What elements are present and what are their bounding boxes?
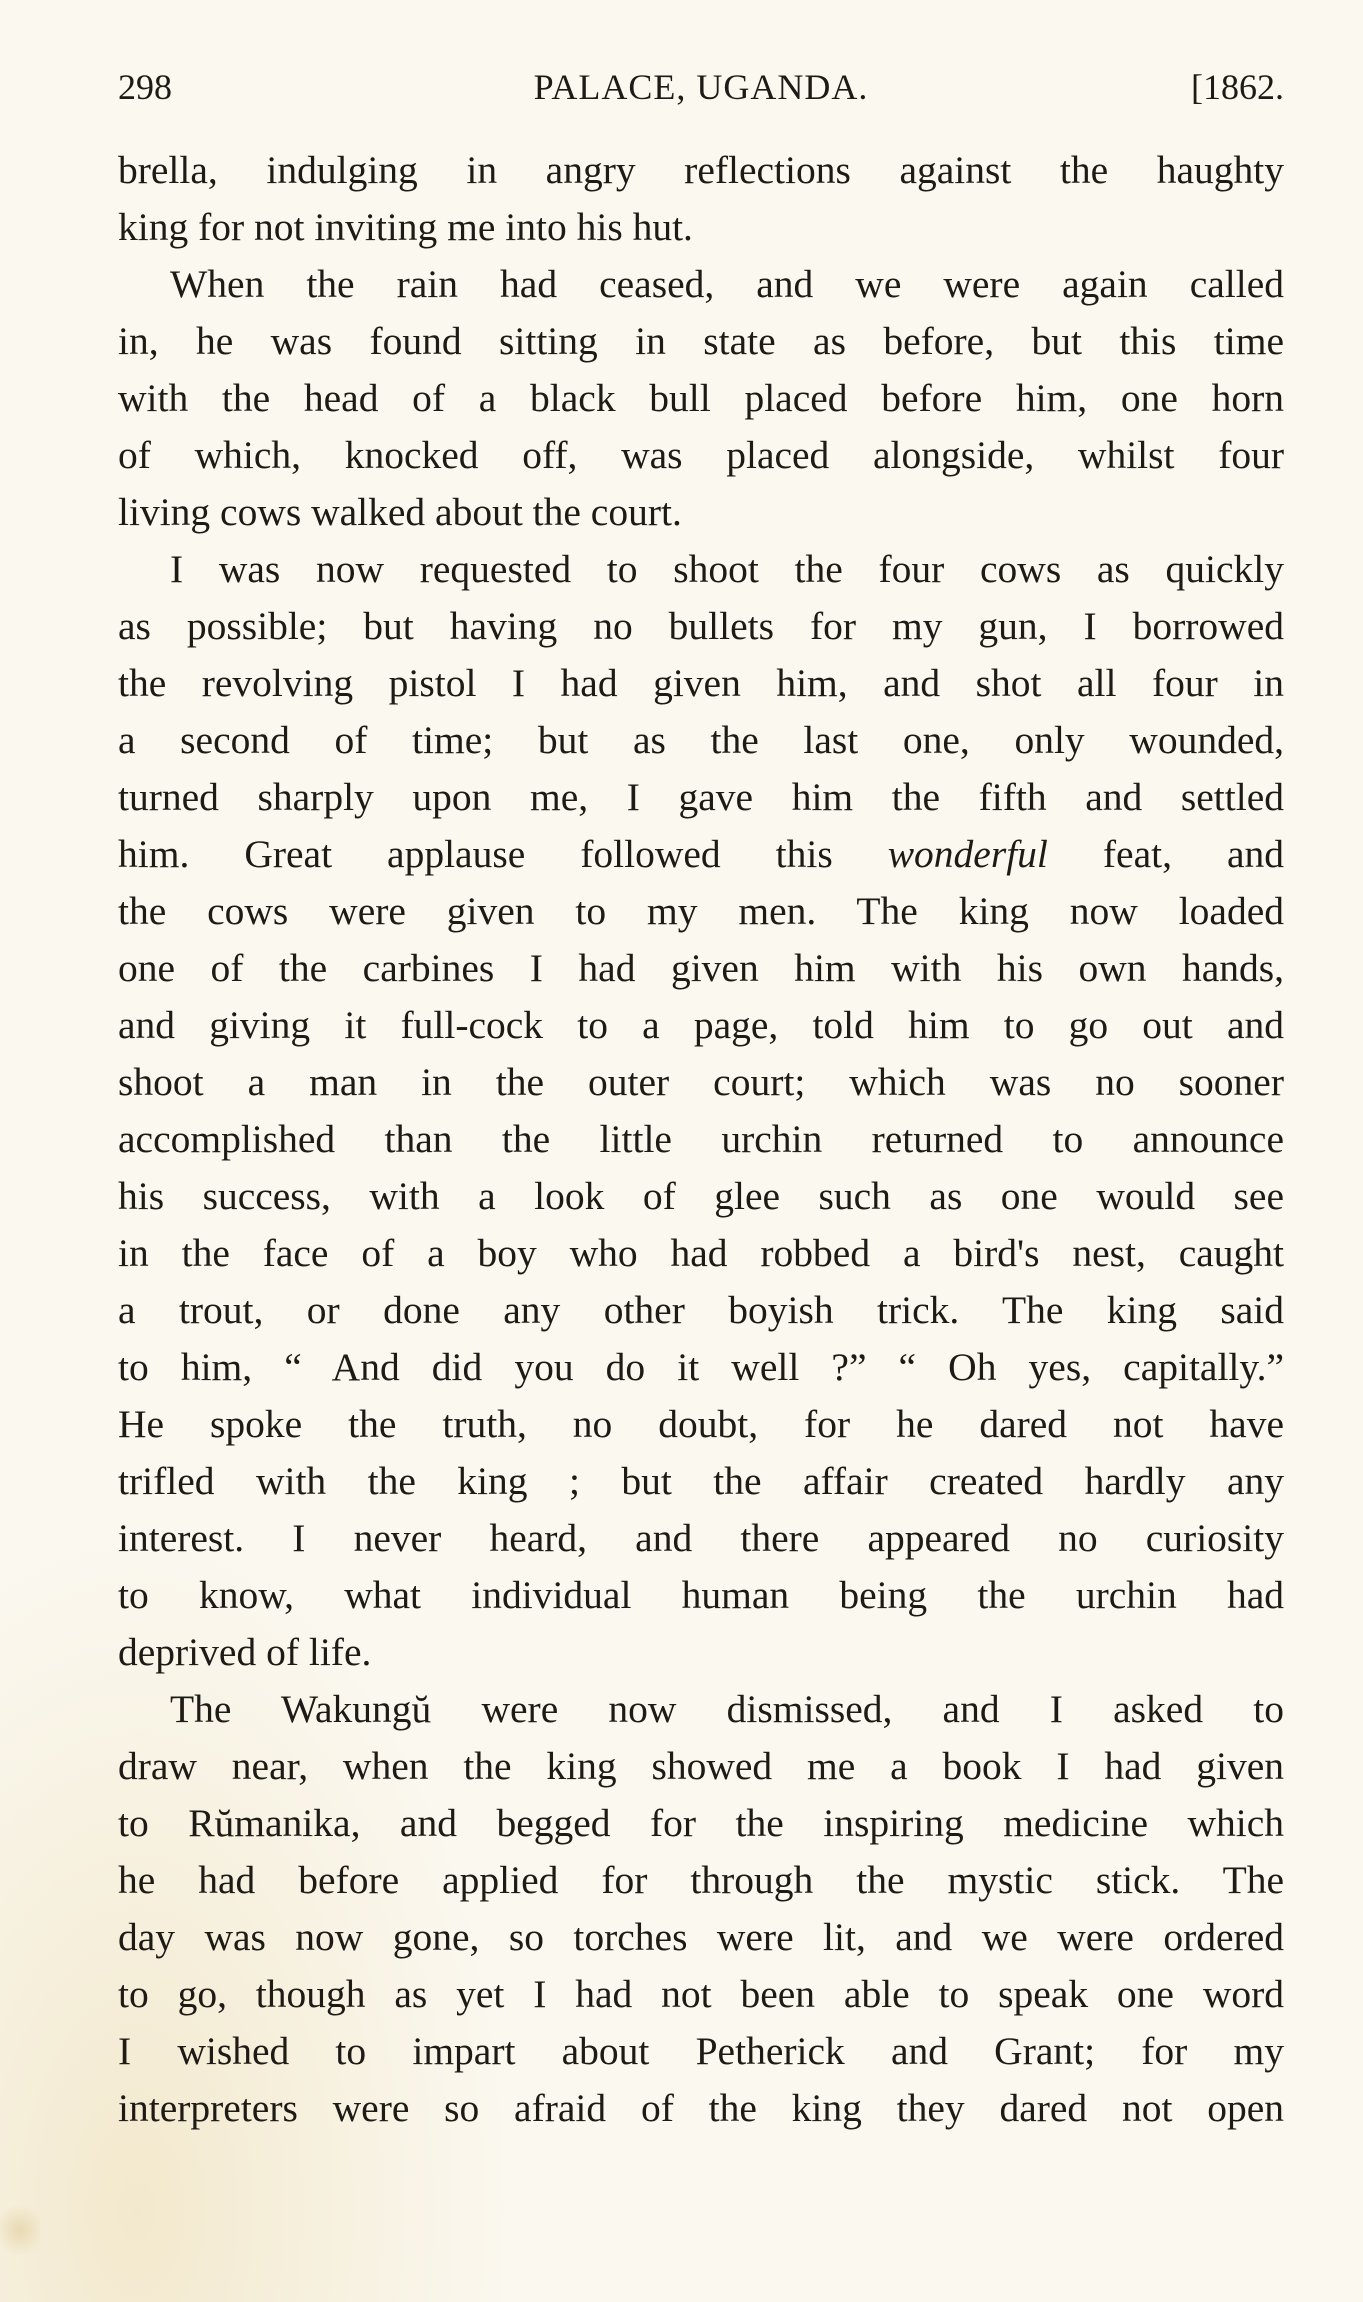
text-line: his success, with a look of glee such as one would see [118,1174,1284,1218]
text-line: living cows walked about the court. [118,490,682,534]
text-line: interest. I never heard, and there appeared no curiosity [118,1516,1284,1560]
text-line: the cows were given to my men. The king now loaded [118,889,1284,933]
text-line: one of the carbines I had given him with his own hands, [118,946,1284,990]
text-line: to go, though as yet I had not been able to speak one word [118,1972,1284,2016]
text-line: in, he was found sitting in state as before, but this time [118,319,1284,363]
text-line: he had before applied for through the mystic stick. The [118,1858,1284,1902]
text-line: shoot a man in the outer court; which was no sooner [118,1060,1284,1104]
text-line: day was now gone, so torches were lit, and we were ordered [118,1915,1284,1959]
text-line: to him, “ And did you do it well ?” “ Oh yes, capitally.” [118,1345,1284,1389]
text-line: to Rŭmanika, and begged for the inspiring medicine which [118,1801,1284,1845]
text-line: of which, knocked off, was placed alongside, whilst four [118,433,1284,477]
page-stain [0,2200,40,2260]
text-line: with the head of a black bull placed before him, one horn [118,376,1284,420]
text-line: I was now requested to shoot the four cows as quickly [170,547,1284,591]
text-line: him. Great applause followed this wonderful feat, and [118,832,1284,876]
text-line: deprived of life. [118,1630,372,1674]
text-line: the revolving pistol I had given him, and shot all four in [118,661,1284,705]
text-line: a second of time; but as the last one, only wounded, [118,718,1284,762]
text-line: draw near, when the king showed me a book I had given [118,1744,1284,1788]
text-line: interpreters were so afraid of the king they dared not open [118,2086,1284,2130]
text-line: in the face of a boy who had robbed a bird's nest, caught [118,1231,1284,1275]
text-line: king for not inviting me into his hut. [118,205,693,249]
text-line: as possible; but having no bullets for my gun, I borrowed [118,604,1284,648]
text-line: turned sharply upon me, I gave him the fifth and settled [118,775,1284,819]
italic-word: wonderful [887,832,1048,876]
text-line: trifled with the king ; but the affair created hardly any [118,1459,1284,1503]
body-text [118,142,1284,2137]
text-line: accomplished than the little urchin returned to announce [118,1117,1284,1161]
text-line: and giving it full-cock to a page, told him to go out and [118,1003,1284,1047]
text-line: brella, indulging in angry reflections against the haughty [118,148,1284,192]
text-line: I wished to impart about Petherick and Grant; for my [118,2029,1284,2073]
page-number: 298 [118,67,172,107]
running-head: PALACE, UGANDA. [533,67,869,107]
text-line: The Wakungŭ were now dismissed, and I asked to [170,1687,1284,1731]
text-line: When the rain had ceased, and we were again called [170,262,1284,306]
header-year: [1862. [1191,67,1284,107]
text-line: a trout, or done any other boyish trick. The king said [118,1288,1284,1332]
text-line: He spoke the truth, no doubt, for he dared not have [118,1402,1284,1446]
page-header [118,62,1284,112]
text-line: to know, what individual human being the urchin had [118,1573,1284,1617]
